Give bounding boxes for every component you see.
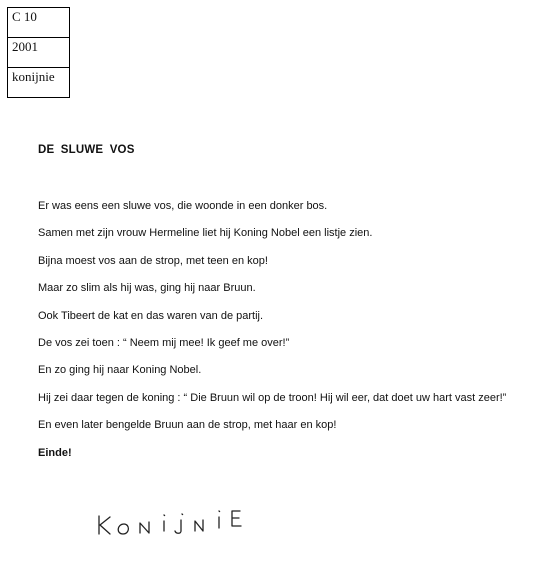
story-line: Bijna moest vos aan de strop, met teen en kop! (38, 254, 268, 267)
header-row-code (8, 8, 70, 38)
story-line: De vos zei toen : “ Neem mij mee! Ik geef me over!” (38, 336, 290, 349)
year-cell: 2001 (8, 38, 70, 68)
story-line: En zo ging hij naar Koning Nobel. (38, 364, 202, 377)
story-line: Hij zei daar tegen de koning : “ Die Bruun wil op de troon! Hij wil eer, dat doet uw hart vast zeer!” (38, 391, 507, 404)
handwritten-signature (96, 503, 251, 539)
story-line: Ook Tibeert de kat en das waren van de partij. (38, 309, 264, 322)
story-line: Samen met zijn vrouw Hermeline liet hij Koning Nobel een listje zien. (38, 227, 373, 240)
story-text (38, 199, 506, 473)
story-line: Maar zo slim als hij was, ging hij naar Bruun. (38, 282, 256, 295)
story-ending: Einde! (38, 446, 72, 459)
header-row-year (8, 38, 70, 68)
code-cell: C 10 (8, 8, 70, 38)
header-info-box (7, 7, 70, 98)
header-row-name (8, 68, 70, 98)
name-cell: konijnie (8, 68, 70, 98)
story-title: DE SLUWE VOS (38, 144, 135, 156)
story-line: En even later bengelde Bruun aan de strop, met haar en kop! (38, 419, 337, 432)
story-line: Er was eens een sluwe vos, die woonde in een donker bos. (38, 200, 328, 212)
